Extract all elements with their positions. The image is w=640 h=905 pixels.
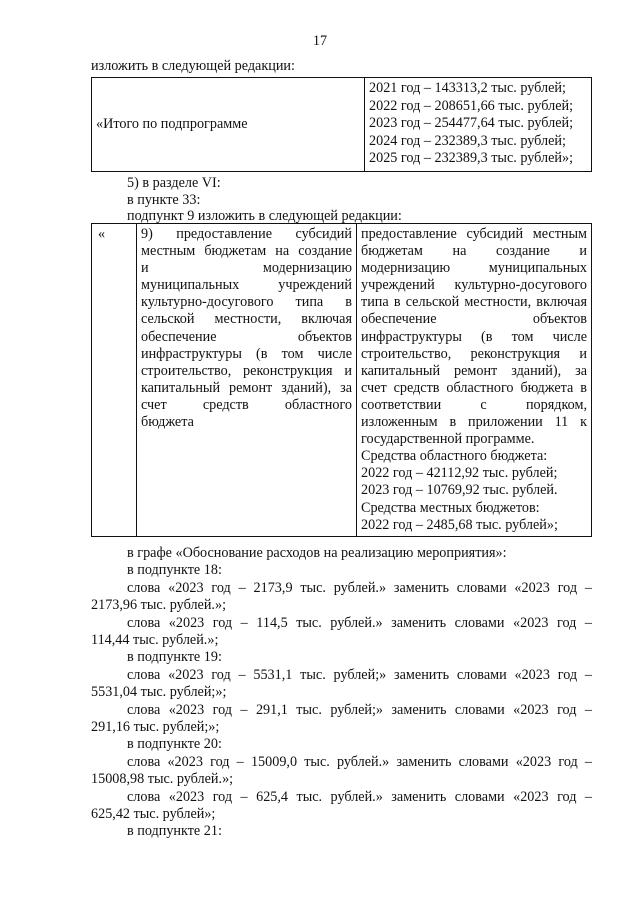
measure-text-line: 2022 год – 42112,92 тыс. рублей; [361,465,558,482]
measure-text-line: муниципальных учреждений [141,277,352,294]
body-line: в подпункте 18: [127,562,222,579]
body-line: 5531,04 тыс. рублей;»; [91,684,227,701]
measure-text-line: счет средств областного бюджета в [361,379,587,396]
section-line: в пункте 33: [127,192,201,208]
section-line: 5) в разделе VI: [127,175,221,191]
body-line: в подпункте 21: [127,823,222,840]
measure-text-line: строительство, реконструкция и [361,345,587,362]
measure-text-line: 2022 год – 2485,68 тыс. рублей»; [361,516,558,533]
itogo-value-line: 2024 год – 232389,3 тыс. рублей; [369,132,566,149]
measure-text-line: строительство, реконструкция и [141,362,352,379]
measure-text-line: обеспечение объектов [361,311,587,328]
itogo-table [91,77,592,172]
measure-text-line: бюджета [141,414,194,431]
measure-text-line: 9) предоставление субсидий [141,226,352,242]
measure-text-line: модернизацию муниципальных [361,260,587,277]
itogo-value-line: 2023 год – 254477,64 тыс. рублей; [369,115,574,132]
body-line: слова «2023 год – 15009,0 тыс. рублей.» заменить словами «2023 год – [127,753,592,770]
measure-text-line: соответствии с порядком, [361,396,587,413]
measure-text-line: капитальный ремонт зданий), за [141,379,352,396]
measure-text-line: типа в сельской местности, включая [361,294,587,311]
body-line: слова «2023 год – 291,1 тыс. рублей;» заменить словами «2023 год – [127,701,592,718]
measure-text-line: 2023 год – 10769,92 тыс. рублей. [361,482,558,499]
intro-line: изложить в следующей редакции: [91,58,295,74]
measure-text-line: капитальный ремонт зданий), за [361,362,587,379]
measure-text-line: инфраструктуры (в том числе [361,328,587,345]
body-line: 114,44 тыс. рублей.»; [91,632,219,648]
measure-name-cell [137,224,357,537]
body-line: 625,42 тыс. рублей»; [91,806,216,822]
measure-text-line: изложенным в приложении 11 к [361,414,587,431]
body-line: 291,16 тыс. рублей;»; [91,719,220,735]
section-line: подпункт 9 изложить в следующей редакции: [127,208,402,224]
measure-text-line: и модернизацию [141,260,352,277]
itogo-values [365,78,592,172]
itogo-value-line: 2025 год – 232389,3 тыс. рублей»; [369,150,574,167]
itogo-label: «Итого по подпрограмме [92,78,365,172]
measure-text-line: местным бюджетам на создание [141,243,352,260]
measure-text-line: инфраструктуры (в том числе [141,345,352,362]
measure-text-line: счет средств областного [141,396,352,413]
measure-text-line: Средства местных бюджетов: [361,499,540,516]
measure-text-line: сельской местности, включая [141,311,352,328]
body-line: слова «2023 год – 2173,9 тыс. рублей.» заменить словами «2023 год – [127,579,592,596]
body-line: слова «2023 год – 5531,1 тыс. рублей;» заменить словами «2023 год – [127,666,592,683]
body-line: в подпункте 20: [127,736,222,753]
measure-table [91,223,592,537]
measure-text-line: предоставление субсидий местным [361,226,587,242]
measure-text-line: обеспечение объектов [141,328,352,345]
body-line: 2173,96 тыс. рублей.»; [91,597,227,614]
measure-text-line: бюджетам на создание и [361,243,587,260]
itogo-value-line: 2021 год – 143313,2 тыс. рублей; [369,80,566,96]
body-line: в графе «Обоснование расходов на реализацию мероприятия»: [127,545,507,561]
body-line: слова «2023 год – 114,5 тыс. рублей.» заменить словами «2023 год – [127,614,592,631]
measure-description-cell [357,224,592,537]
measure-quote: « [92,224,137,537]
measure-text-line: Средства областного бюджета: [361,448,548,465]
page-number: 17 [312,33,328,49]
body-line: 15008,98 тыс. рублей.»; [91,771,234,788]
measure-text-line: учреждений культурно-досугового [361,277,587,294]
measure-text-line: государственной программе. [361,431,535,448]
body-line: слова «2023 год – 625,4 тыс. рублей.» заменить словами «2023 год – [127,788,592,805]
body-line: в подпункте 19: [127,649,222,666]
itogo-value-line: 2022 год – 208651,66 тыс. рублей; [369,97,574,114]
measure-text-line: культурно-досугового типа в [141,294,352,311]
